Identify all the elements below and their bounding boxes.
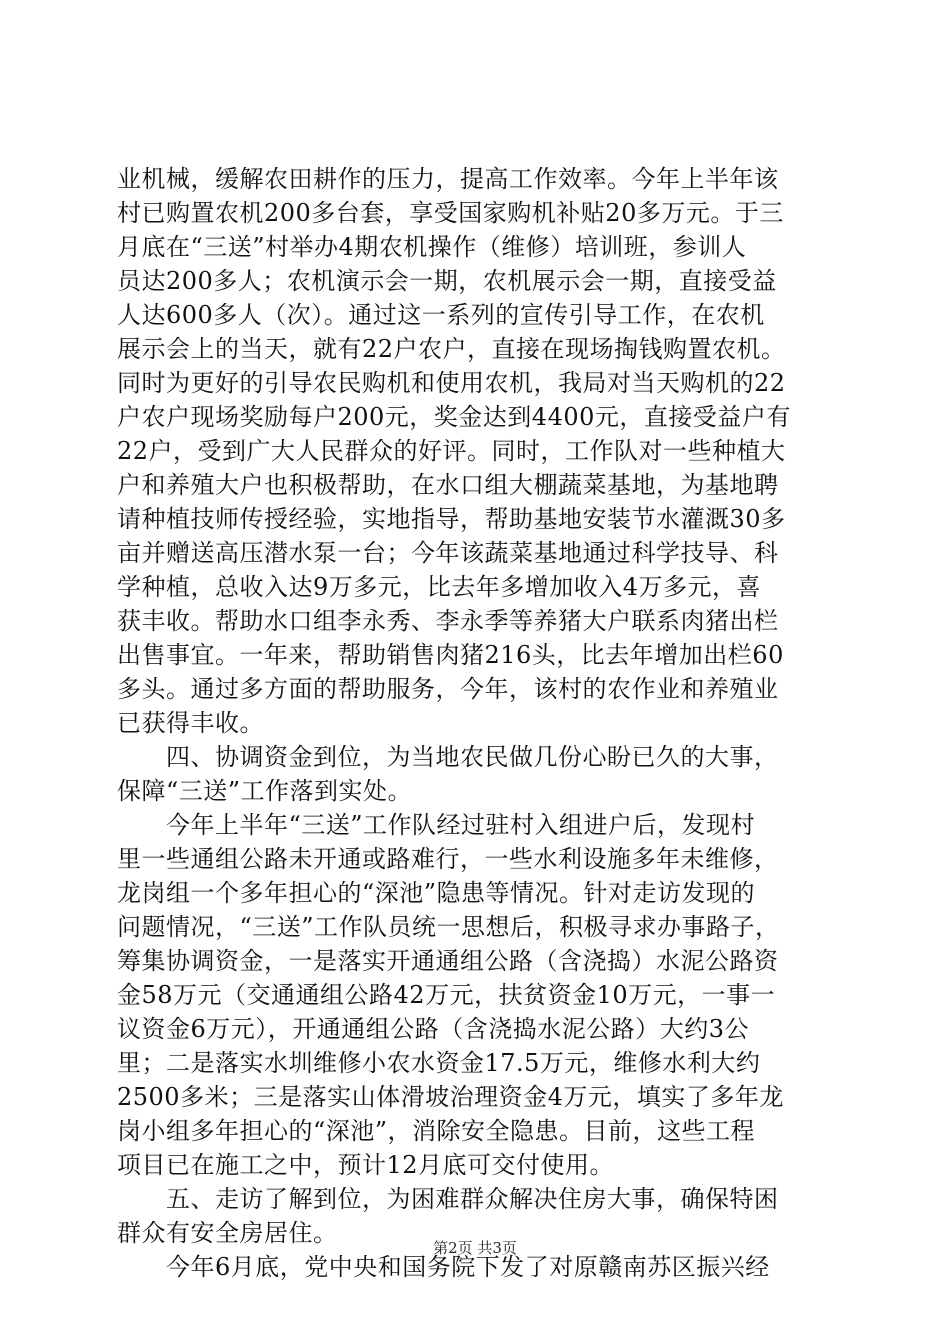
text-line: 今年上半年“三送”工作队经过驻村入组进户后，发现村 <box>117 811 756 839</box>
text-line: 学种植，总收入达9万多元，比去年多增加收入4万多元，喜 <box>117 573 762 601</box>
text-line: 多头。通过多方面的帮助服务，今年，该村的农作业和养殖业 <box>117 675 779 703</box>
text-line: 22户，受到广大人民群众的好评。同时，工作队对一些种植大 <box>117 437 786 465</box>
text-line: 同时为更好的引导农民购机和使用农机，我局对当天购机的22 <box>117 369 786 397</box>
section-heading-line: 群众有安全房居住。 <box>117 1219 338 1247</box>
text-line: 月底在“三送”村举办4期农机操作（维修）培训班，参训人 <box>117 233 747 261</box>
text-line: 项目已在施工之中，预计12月底可交付使用。 <box>117 1151 615 1179</box>
text-line: 岗小组多年担心的“深池”，消除安全隐患。目前，这些工程 <box>117 1117 756 1145</box>
text-line: 问题情况，“三送”工作队员统一思想后，积极寻求办事路子， <box>117 913 780 941</box>
text-line: 里；二是落实水圳维修小农水资金17.5万元，维修水利大约 <box>117 1049 761 1077</box>
text-line: 人达600多人（次）。通过这一系列的宣传引导工作，在农机 <box>117 301 765 329</box>
section-heading-line: 五、走访了解到位，为困难群众解决住房大事，确保特困 <box>117 1185 779 1213</box>
text-line: 议资金6万元），开通通组公路（含浇捣水泥公路）大约3公 <box>117 1015 750 1043</box>
text-line: 请种植技师传授经验，实地指导，帮助基地安装节水灌溉30多 <box>117 505 786 533</box>
text-line: 金58万元（交通通组公路42万元，扶贫资金10万元，一事一 <box>117 981 776 1009</box>
page-footer: 第2页 共3页 <box>433 1239 517 1257</box>
text-line: 员达200多人；农机演示会一期，农机展示会一期，直接受益 <box>117 267 777 295</box>
text-line: 里一些通组公路未开通或路难行，一些水利设施多年未维修， <box>117 845 779 873</box>
text-line: 已获得丰收。 <box>117 709 264 737</box>
text-line: 今年6月底，党中央和国务院下发了对原赣南苏区振兴经 <box>117 1253 770 1281</box>
text-line: 亩并赠送高压潜水泵一台；今年该蔬菜基地通过科学技导、科 <box>117 539 779 567</box>
text-line: 筹集协调资金，一是落实开通通组公路（含浇捣）水泥公路资 <box>117 947 779 975</box>
section-heading-line: 四、协调资金到位，为当地农民做几份心盼已久的大事， <box>117 743 779 771</box>
text-line: 龙岗组一个多年担心的“深池”隐患等情况。针对走访发现的 <box>117 879 756 907</box>
document-body <box>117 162 837 1284</box>
text-line: 村已购置农机200多台套，享受国家购机补贴20多万元。于三 <box>117 199 784 227</box>
section-heading-line: 保障“三送”工作落到实处。 <box>117 777 413 805</box>
text-line: 2500多米；三是落实山体滑坡治理资金4万元，填实了多年龙 <box>117 1083 784 1111</box>
text-line: 户和养殖大户也积极帮助，在水口组大棚蔬菜基地，为基地聘 <box>117 471 779 499</box>
text-line: 业机械，缓解农田耕作的压力，提高工作效率。今年上半年该 <box>117 165 779 193</box>
text-line: 出售事宜。一年来，帮助销售肉猪216头，比去年增加出栏60 <box>117 641 784 669</box>
text-line: 户农户现场奖励每户200元，奖金达到4400元，直接受益户有 <box>117 403 791 431</box>
text-line: 展示会上的当天，就有22户农户，直接在现场掏钱购置农机。 <box>117 335 786 363</box>
text-line: 获丰收。帮助水口组李永秀、李永季等养猪大户联系肉猪出栏 <box>117 607 779 635</box>
